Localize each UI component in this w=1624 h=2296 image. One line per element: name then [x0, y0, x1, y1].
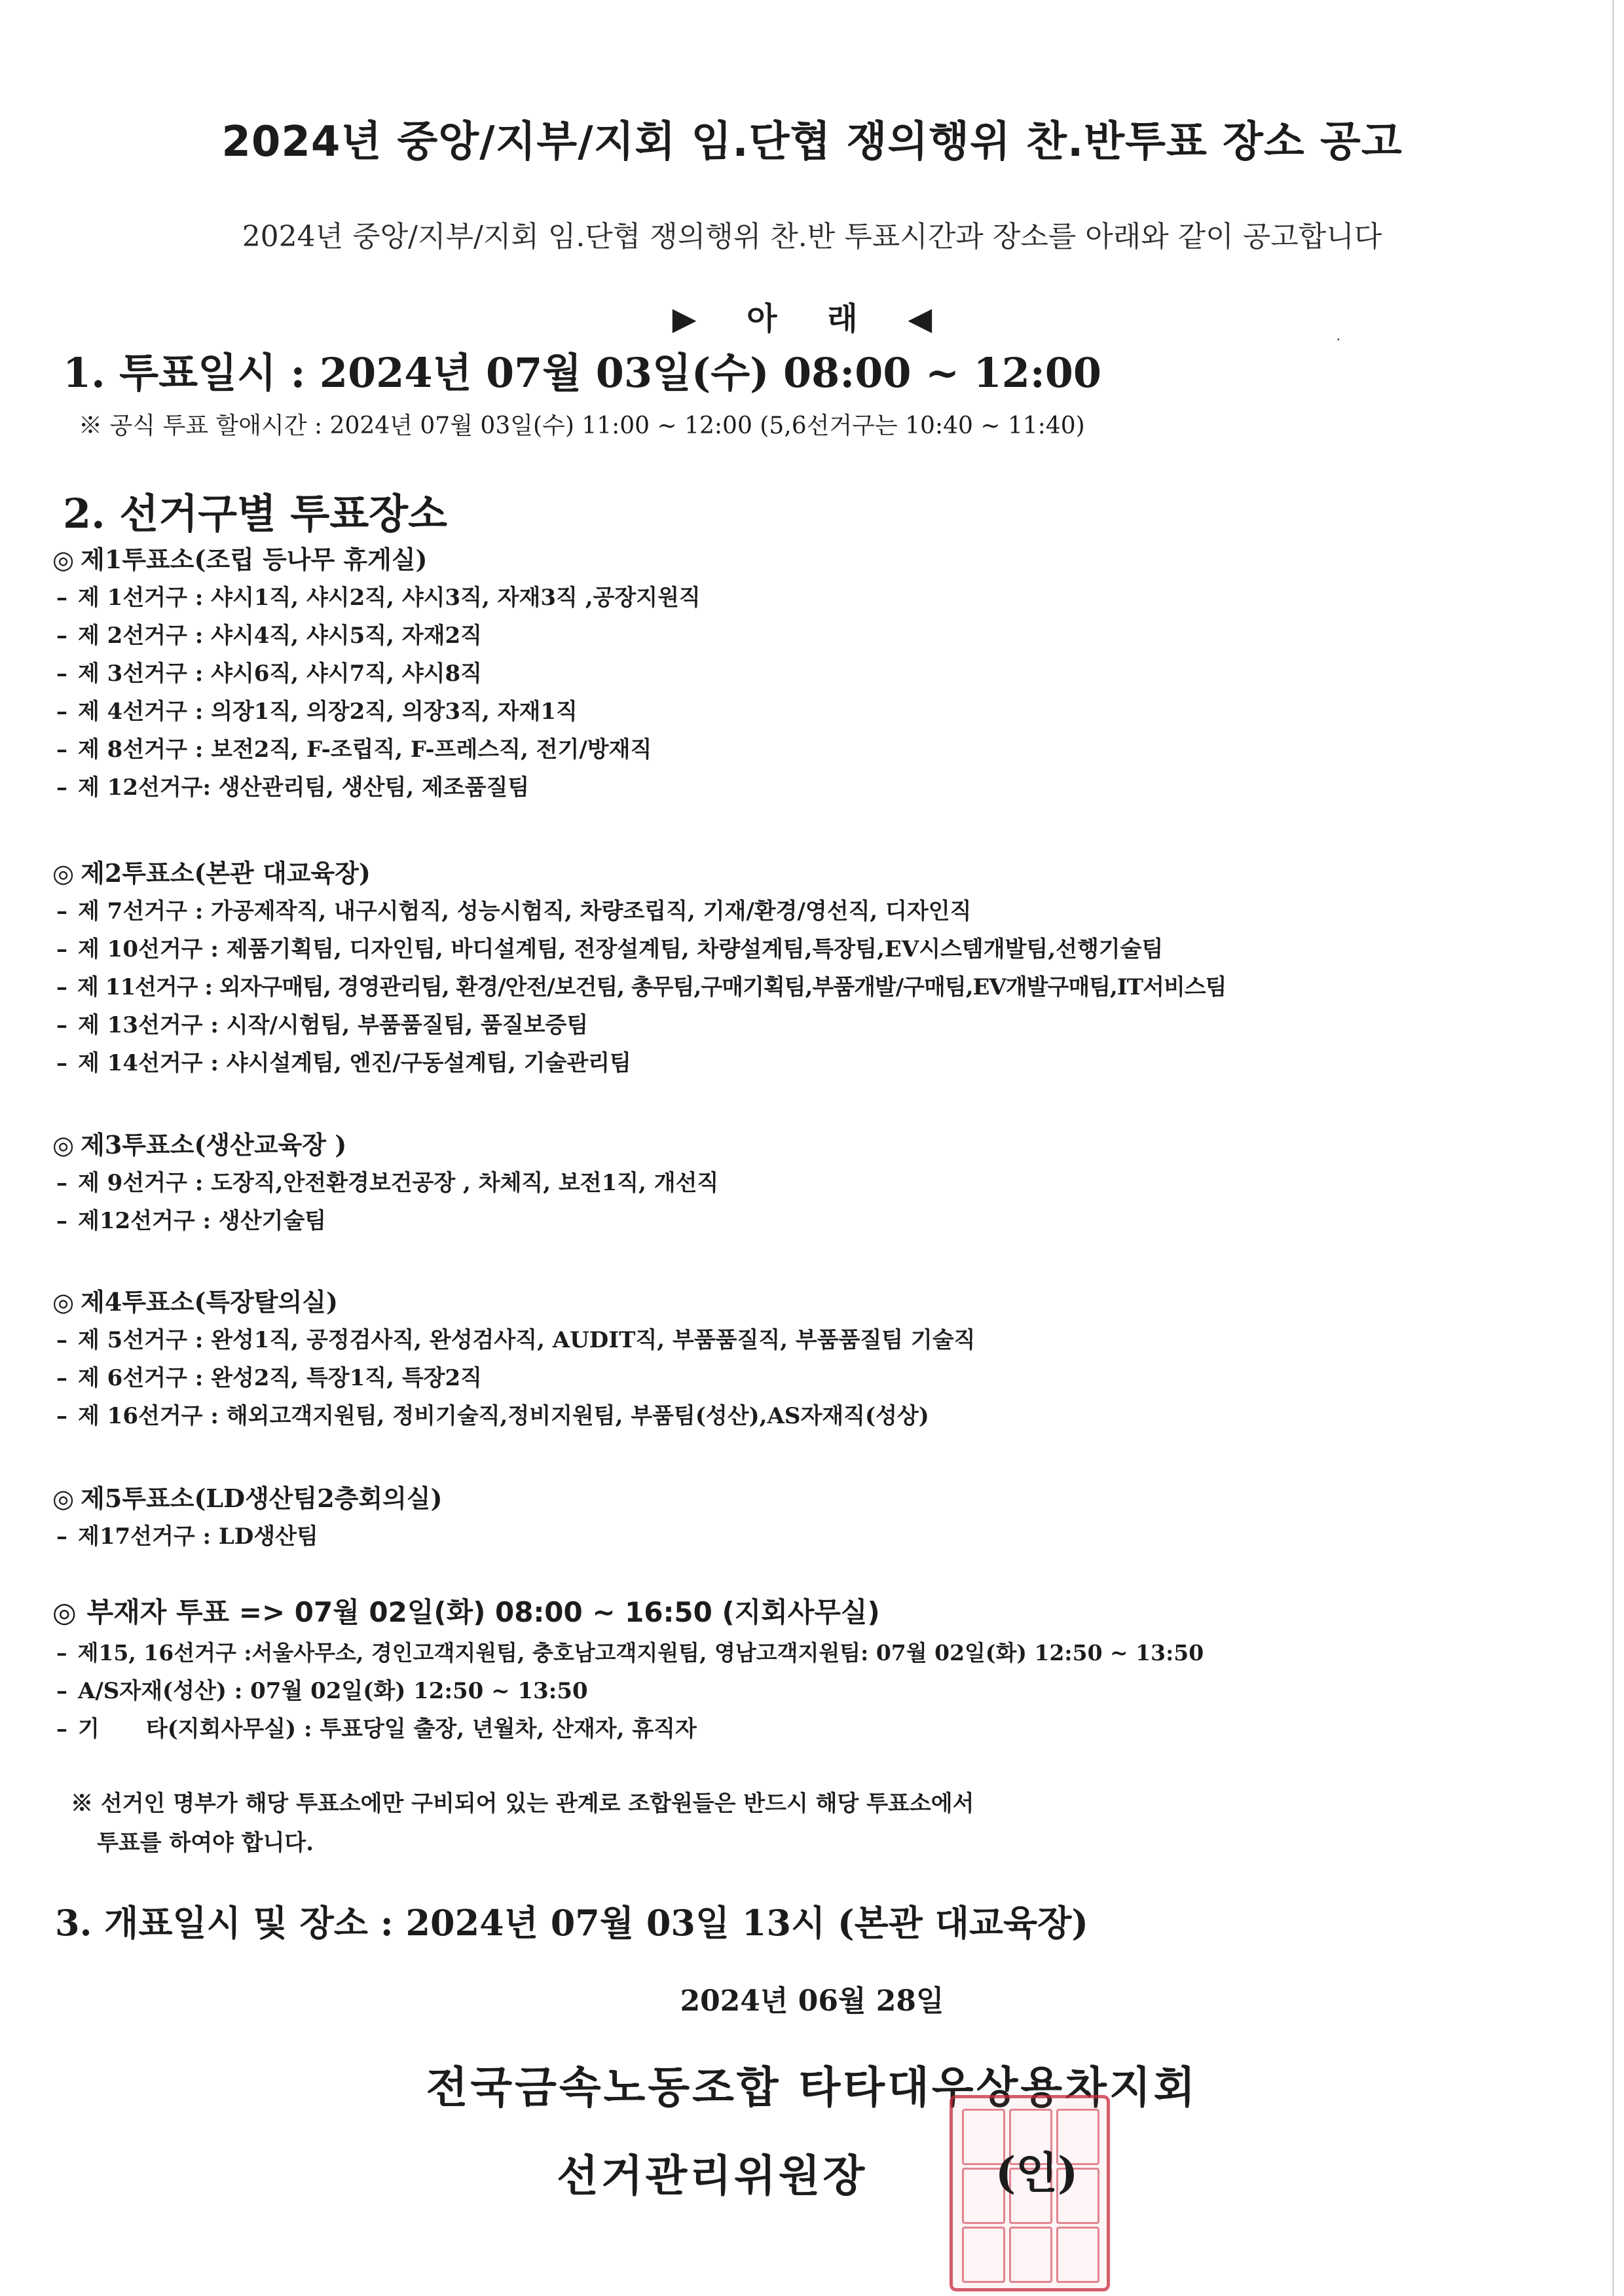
station-3-title: ◎ 제3투표소(생산교육장 ) [52, 1130, 347, 1159]
union-name: 전국금속노동조합 타타대우상용차지회 [426, 2062, 1198, 2113]
below-marker: ▶ 아 래 ◀ [672, 301, 952, 337]
roster-warning [71, 1784, 1511, 1863]
district-line: – 제 8선거구 : 보전2직, F-조립직, F-프레스직, 전기/방재직 [56, 737, 652, 763]
district-line: – 제 16선거구 : 해외고객지원팀, 정비기술직,정비지원팀, 부품팀(성산),AS자재직(성상) [56, 1403, 929, 1429]
circle-mark-icon: ◎ [52, 1596, 77, 1628]
circle-mark-icon: ◎ [52, 1484, 75, 1513]
district-line: – 제 2선거구 : 샤시4직, 샤시5직, 자재2직 [56, 623, 483, 649]
district-line: – 제 1선거구 : 샤시1직, 샤시2직, 샤시3직, 자재3직 ,공장지원직 [56, 585, 701, 611]
district-line: – 제 7선거구 : 가공제작직, 내구시험직, 성능시험직, 차량조립직, 기재/환경/영선직, 디자인직 [56, 898, 972, 924]
district-line: – 제 5선거구 : 완성1직, 공정검사직, 완성검사직, AUDIT직, 부품품질직, 부품품질팀 기술직 [56, 1327, 976, 1353]
district-line: – 제 14선거구 : 샤시설계팀, 엔진/구동설계팀, 기술관리팀 [56, 1050, 631, 1076]
station-4 [52, 1283, 1572, 1435]
district-line: – 제17선거구 : LD생산팀 [56, 1523, 318, 1550]
section2-heading: 2. 선거구별 투표장소 [63, 490, 448, 538]
station-2 [52, 854, 1572, 1082]
section1-note: ※ 공식 투표 할애시간 : 2024년 07월 03일(수) 11:00 ~ 12:00 (5,6선거구는 10:40 ~ 11:40) [79, 412, 1085, 439]
warning-line-1: ※ 선거인 명부가 해당 투표소에만 구비되어 있는 관계로 조합원들은 반드시 해당 투표소에서 [71, 1791, 974, 1817]
absentee-line: – 제15, 16선거구 :서울사무소, 경인고객지원팀, 충호남고객지원팀, 영남고객지원팀: 07월 02일(화) 12:50 ~ 13:50 [56, 1640, 1204, 1666]
seal-mark-label: (인) [995, 2147, 1079, 2198]
warning-line-2: 투표를 하여야 합니다. [97, 1830, 314, 1856]
circle-mark-icon: ◎ [52, 1130, 75, 1159]
district-line: – 제12선거구 : 생산기술팀 [56, 1208, 327, 1234]
station-2-title: ◎ 제2투표소(본관 대교육장) [52, 858, 371, 888]
district-line: – 제 9선거구 : 도장직,안전환경보건공장 , 차체직, 보전1직, 개선직 [56, 1170, 719, 1196]
circle-mark-icon: ◎ [52, 858, 75, 888]
station-5-title: ◎ 제5투표소(LD생산팀2층회의실) [52, 1484, 443, 1513]
circle-mark-icon: ◎ [52, 545, 75, 574]
district-line: – 제 3선거구 : 샤시6직, 샤시7직, 샤시8직 [56, 661, 483, 687]
district-line: – 제 10선거구 : 제품기획팀, 디자인팀, 바디설계팀, 전장설계팀, 차량설계팀,특장팀,EV시스템개발팀,선행기술팀 [56, 936, 1164, 962]
notice-title: 2024년 중앙/지부/지회 임.단협 쟁의행위 찬.반투표 장소 공고 [221, 118, 1403, 166]
station-1 [52, 541, 1572, 807]
section3-heading: 3. 개표일시 및 장소 : 2024년 07월 03일 13시 (본관 대교육장) [55, 1902, 1088, 1944]
notice-intro: 2024년 중앙/지부/지회 임.단협 쟁의행위 찬.반 투표시간과 장소를 아래와 같이 공고합니다 [242, 220, 1382, 253]
section1-heading: 1. 투표일시 : 2024년 07월 03일(수) 08:00 ~ 12:00 [63, 349, 1102, 397]
station-1-title: ◎ 제1투표소(조립 등나무 휴게실) [52, 545, 428, 574]
station-3 [52, 1126, 1572, 1240]
scan-speck: · [1336, 331, 1341, 349]
absentee-line: – 기 타(지회사무실) : 투표당일 출장, 년월차, 산재자, 휴직자 [56, 1716, 697, 1742]
station-5 [52, 1480, 1572, 1556]
absentee-line: – A/S자재(성산) : 07월 02일(화) 12:50 ~ 13:50 [56, 1678, 588, 1704]
absentee-heading: ◎ 부재자 투표 => 07월 02일(화) 08:00 ~ 16:50 (지회사무실) [52, 1596, 880, 1628]
circle-mark-icon: ◎ [52, 1287, 75, 1317]
district-line: – 제 6선거구 : 완성2직, 특장1직, 특장2직 [56, 1365, 483, 1391]
district-line: – 제 4선거구 : 의장1직, 의장2직, 의장3직, 자재1직 [56, 699, 578, 725]
issue-date: 2024년 06월 28일 [680, 1984, 944, 2018]
district-line: – 제 11선거구 : 외자구매팀, 경영관리팀, 환경/안전/보건팀, 총무팀,구매기획팀,부품개발/구매팀,EV개발구매팀,IT서비스팀 [56, 974, 1227, 1000]
absentee-voting [52, 1591, 1572, 1748]
scan-edge-line [1612, 0, 1614, 2296]
station-4-title: ◎ 제4투표소(특장탈의실) [52, 1287, 338, 1317]
district-line: – 제 13선거구 : 시작/시험팀, 부품품질팀, 품질보증팀 [56, 1012, 589, 1038]
district-line: – 제 12선거구: 생산관리팀, 생산팀, 제조품질팀 [56, 774, 530, 801]
signatory-title: 선거관리위원장 [557, 2150, 868, 2201]
